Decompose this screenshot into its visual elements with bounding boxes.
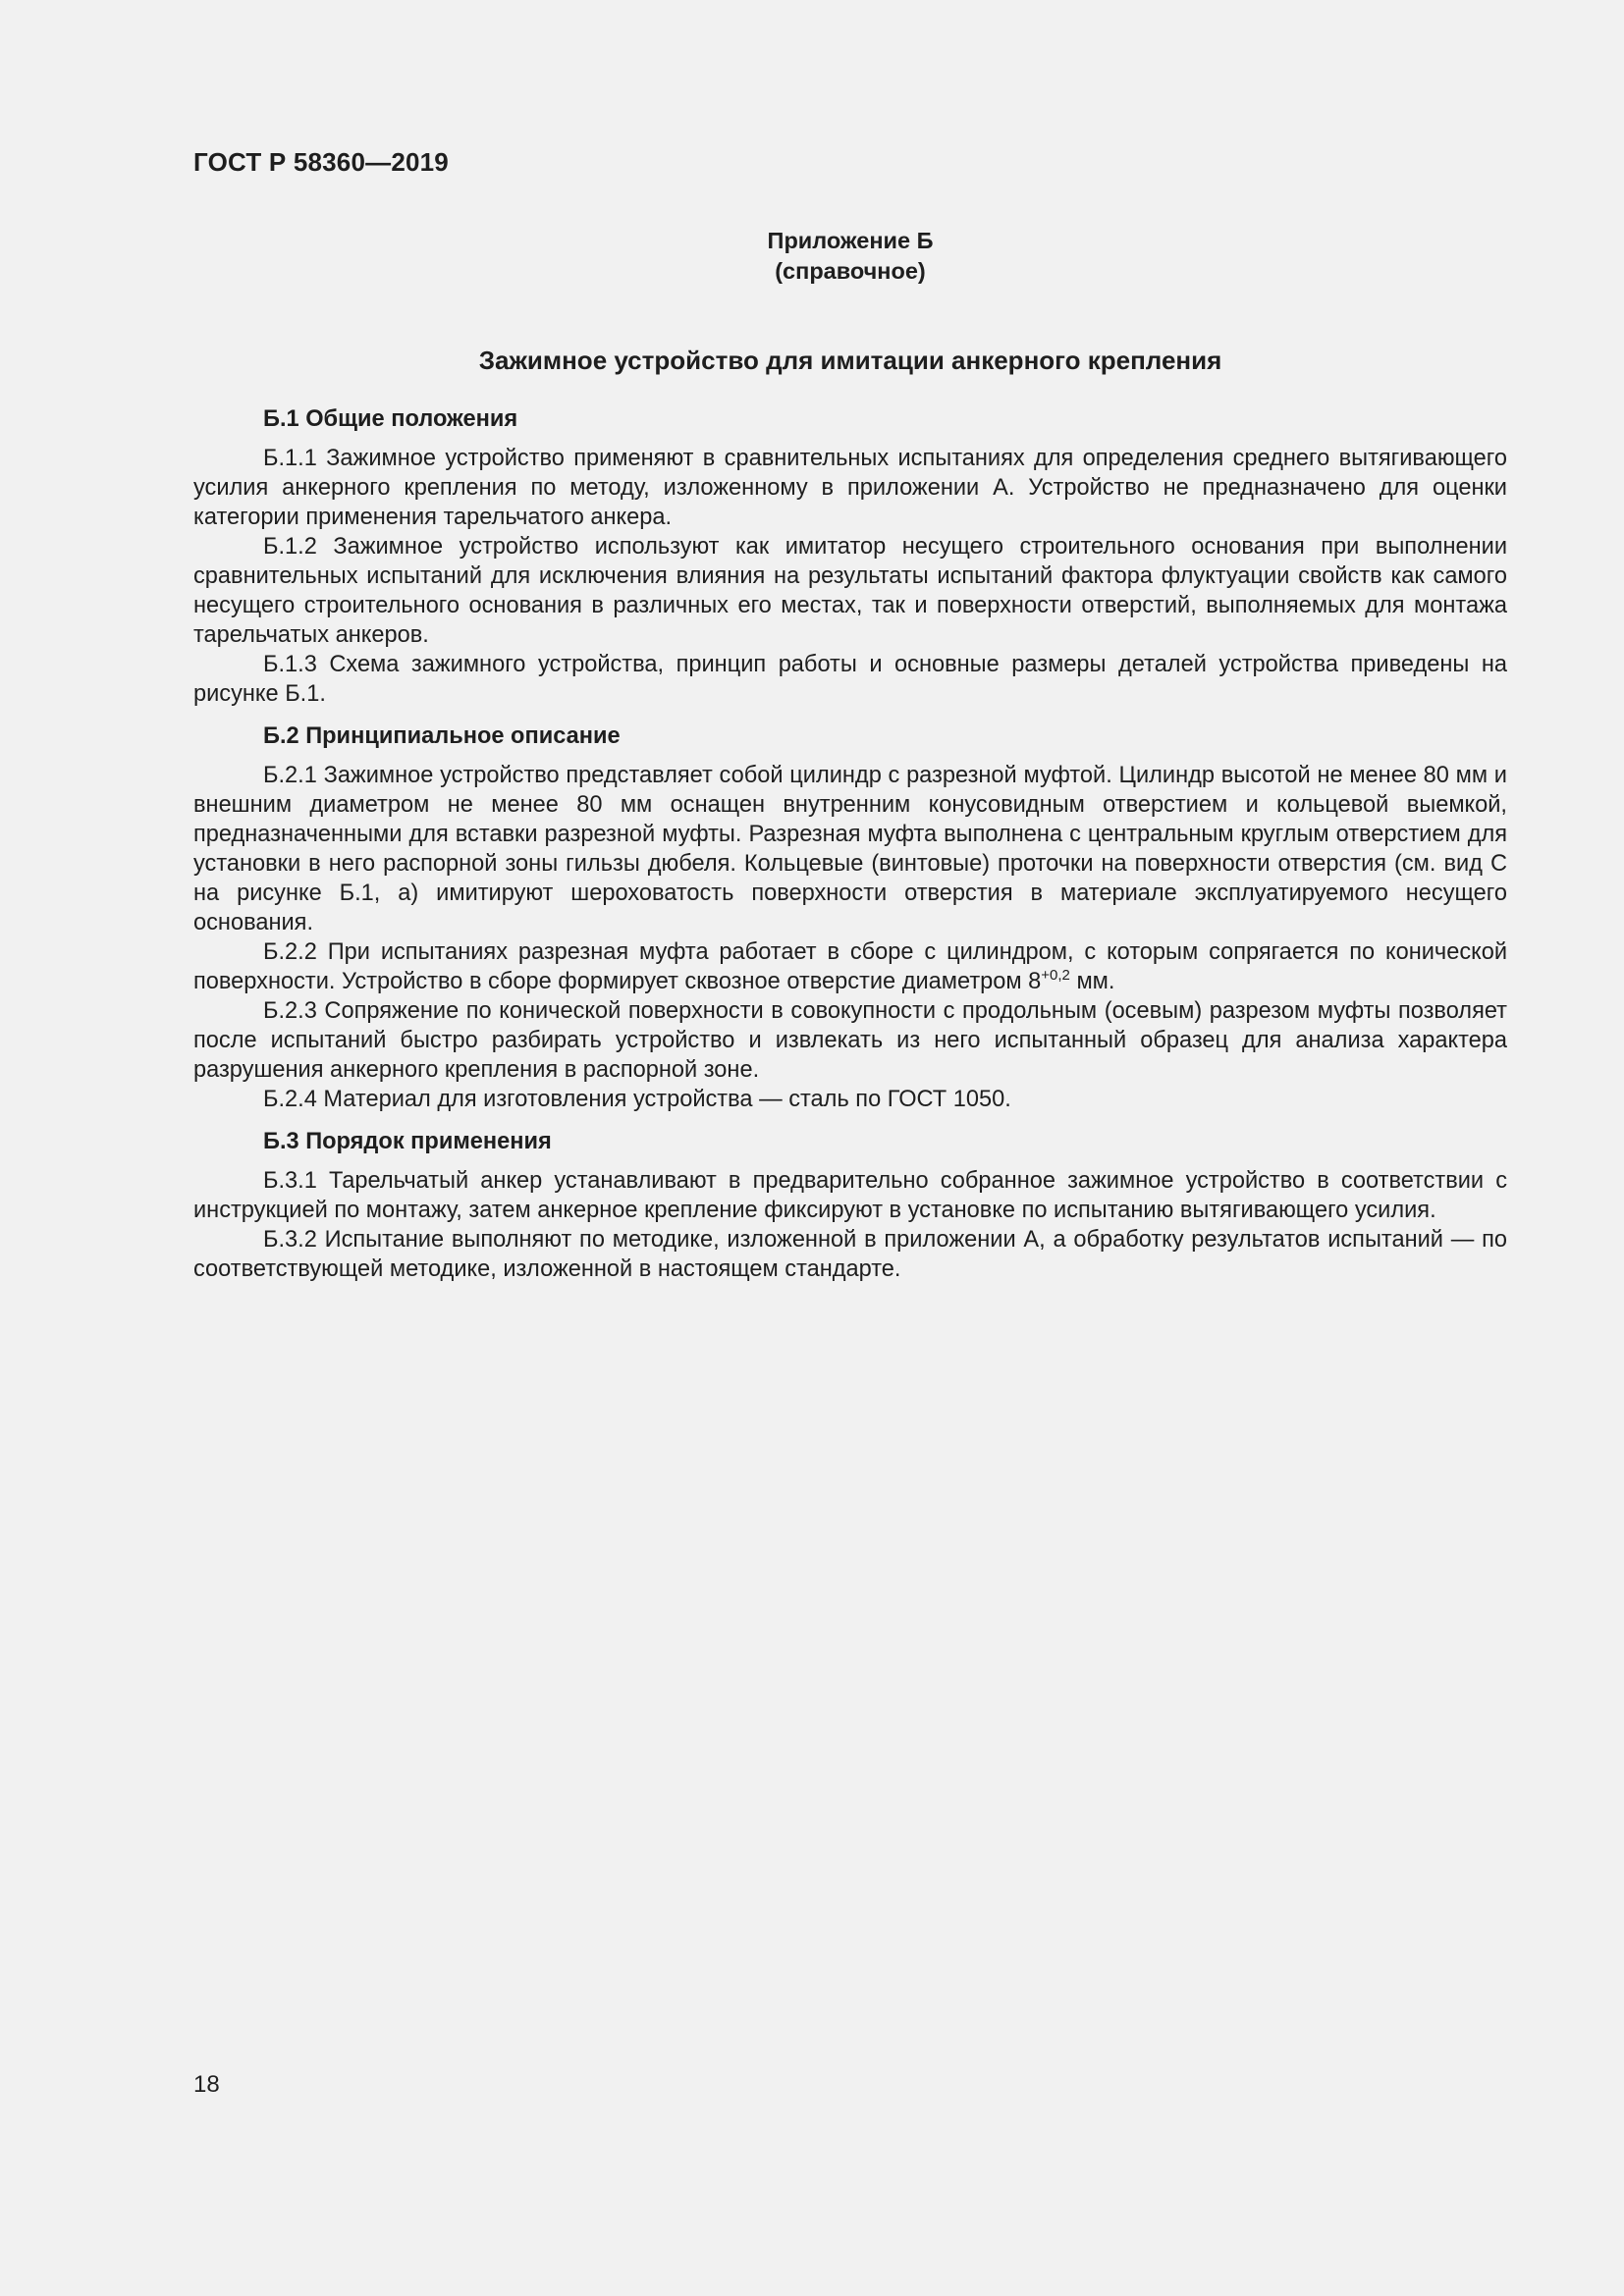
tolerance-superscript: +0,2 [1041,967,1070,984]
section-general [193,404,1507,709]
section-description [193,721,1507,1114]
section-heading: Б.2 Принципиальное описание [263,723,621,749]
section-heading: Б.1 Общие положения [263,406,518,432]
appendix-heading [193,226,1507,287]
paragraph-text: Б.2.2 При испытаниях разрезная муфта работает в сборе с цилиндром, с которым сопрягается по конической поверхности. Устройство в сборе формирует сквозное отверстие диаметром 8 [193,939,1507,994]
document-body [193,404,1507,1297]
appendix-title: Приложение Б [767,228,934,253]
document-code: ГОСТ Р 58360—2019 [193,147,449,177]
page-number: 18 [193,2071,220,2098]
paragraph: Б.2.3 Сопряжение по конической поверхности в совокупности с продольным (осевым) разрезом муфты позволяет после испытаний быстро разбирать устройство и извлекать из него испытанный образец для анализа характера разрушения анкерного крепления в распорной зоне. [193,998,1507,1083]
paragraph: Б.2.4 Материал для изготовления устройства — сталь по ГОСТ 1050. [263,1087,1011,1112]
appendix-subtitle: (справочное) [775,258,926,284]
paragraph: Б.3.1 Тарельчатый анкер устанавливают в предварительно собранное зажимное устройство в соответствии с инструкцией по монтажу, затем анкерное крепление фиксируют в установке по испытанию вытягивающего усилия. [193,1168,1507,1223]
paragraph: Б.2.1 Зажимное устройство представляет собой цилиндр с разрезной муфтой. Цилиндр высотой не менее 80 мм и внешним диаметром не менее 80 мм оснащен внутренним конусовидным отверстием и кольцевой выемкой, предназначенными для вставки разрезной муфты. Разрезная муфта выполнена с центральным круглым отверстием для установки в него распорной зоны гильзы дюбеля. Кольцевые (винтовые) проточки на поверхности отверстия (см. вид С на рисунке Б.1, а) имитируют шероховатость поверхности отверстия в материале эксплуатируемого несущего основания. [193,763,1507,935]
paragraph: Б.3.2 Испытание выполняют по методике, изложенной в приложении А, а обработку результатов испытаний — по соответствующей методике, изложенной в настоящем стандарте. [193,1227,1507,1282]
main-title: Зажимное устройство для имитации анкерного крепления [478,346,1222,375]
paragraph: Б.1.2 Зажимное устройство используют как имитатор несущего строительного основания при выполнении сравнительных испытаний для исключения влияния на результаты испытаний фактора флуктуации свойств как самого несущего строительного основания в различных его местах, так и поверхности отверстий, выполняемых для монтажа тарельчатых анкеров. [193,534,1507,648]
paragraph: Б.1.1 Зажимное устройство применяют в сравнительных испытаниях для определения среднего вытягивающего усилия анкерного крепления по методу, изложенному в приложении А. Устройство не предназначено для оценки категории применения тарельчатого анкера. [193,446,1507,530]
section-heading: Б.3 Порядок применения [263,1129,552,1154]
unit-text: мм. [1069,969,1115,994]
paragraph: Б.1.3 Схема зажимного устройства, принцип работы и основные размеры деталей устройства приведены на рисунке Б.1. [193,652,1507,707]
paragraph-with-tolerance [193,937,1507,996]
section-procedure [193,1127,1507,1284]
